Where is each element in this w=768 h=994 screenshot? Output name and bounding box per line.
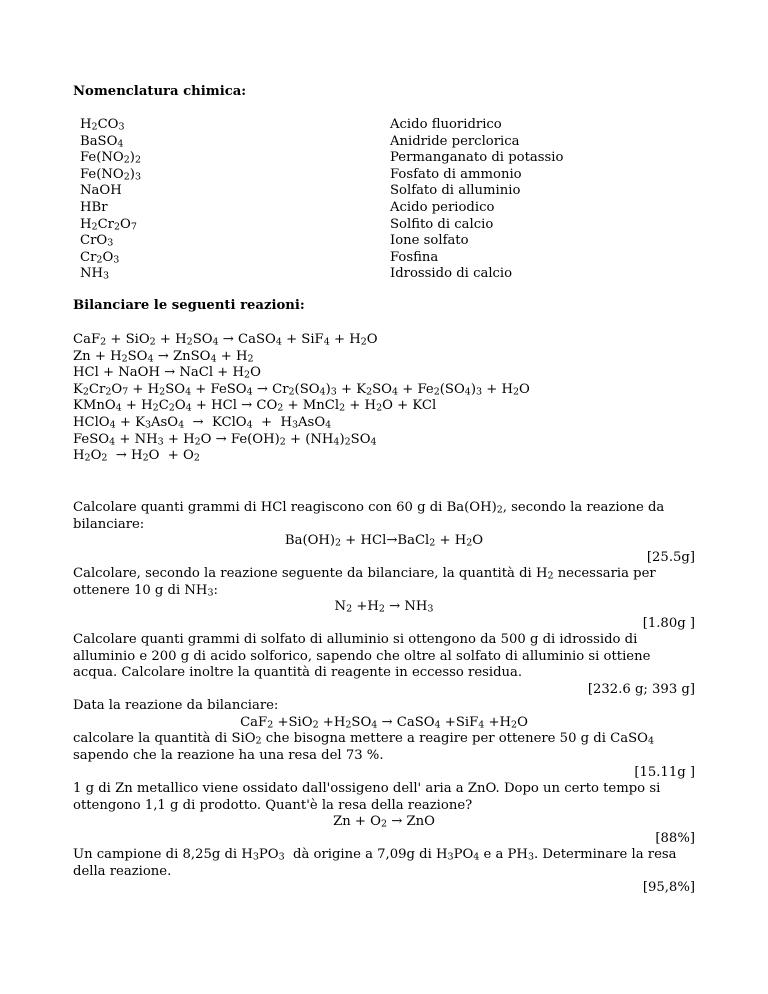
formula-item: NaOH <box>80 183 122 199</box>
reaction-item: HCl + NaOH → NaCl + $H_2O$ <box>73 365 261 381</box>
formula-list <box>80 117 141 283</box>
problem-2-equation: $N_2 +H_2 \to NH_3$ <box>334 599 434 615</box>
formula-item: BaSO$_4$ <box>80 133 124 150</box>
compound-name: Fosfina <box>390 249 439 265</box>
problem-3-text: Calcolare quanti grammi di solfato di alluminio si ottengono da 500 g di idrossido di alluminio e 200 g di acido solforico, sapendo che oltre al solfato di alluminio si ottiene acqua. Calcolare inoltre la quantità di reagente in eccesso residua. <box>73 632 651 680</box>
compound-name: Ione solfato <box>390 233 469 249</box>
problem-6-answer: [95,8%] <box>642 880 695 895</box>
formula-item: $Fe(NO_2)_3$ <box>80 166 141 183</box>
formula-item: CrO$_3$ <box>80 233 114 249</box>
problem-1-text: Calcolare quanti grammi di HCl reagiscono con 60 g di $Ba(OH)_2$, secondo la reazione da bilanciare: <box>73 500 665 532</box>
compound-name-list <box>390 117 563 283</box>
balance-heading: Bilanciare le seguenti reazioni: <box>73 298 305 313</box>
reaction-item: KMnO$_4$ + $H_2C_2O_4$ + HCl → $CO_2$ + MnCl$_2$ + $H_2O$ + KCl <box>73 398 437 414</box>
compound-name: Anidride perclorica <box>390 133 520 149</box>
formula-item: $Cr_2O_3$ <box>80 249 120 266</box>
formula-item: $Fe(NO_2)_2$ <box>80 150 141 166</box>
compound-name: Fosfato di ammonio <box>390 166 522 182</box>
compound-name: Permanganato di potassio <box>390 150 564 166</box>
compound-name: Acido periodico <box>390 199 495 215</box>
formula-item: $NH_3$ <box>80 266 110 282</box>
problem-4-intro: Data la reazione da bilanciare: <box>73 698 279 713</box>
problem-2-text: Calcolare, secondo la reazione seguente da bilanciare, la quantità di $H_2$ necessaria per ottenere 10 g di $NH_3$: <box>73 566 656 598</box>
compound-name: Solfato di alluminio <box>390 183 521 199</box>
reaction-item: HClO$_4$ + $K_3AsO_4$ → KClO$_4$ + $H_3AsO_4$ <box>73 414 332 431</box>
formula-item: HBr <box>80 199 108 215</box>
compound-name: Solfito di calcio <box>390 216 494 232</box>
problem-4-answer: [15.11g ] <box>634 765 695 780</box>
reaction-item: $H_2O_2 \to H_2O + O_2$ <box>73 448 200 464</box>
reaction-item: $K_2Cr_2O_7 + H_2SO_4$ + FeSO$_4$ → $Cr_2(SO_4)_3 + K_2SO_4 + Fe_2(SO_4)_3 + H_2O$ <box>73 381 530 398</box>
problem-4-text: calcolare la quantità di SiO$_2$ che bisogna mettere a reagire per ottenere 50 g di CaSO$_4$ sapendo che la reazione ha una resa del 73 %. <box>73 731 654 763</box>
formula-item: $H_2Cr_2O_7$ <box>80 216 137 232</box>
reaction-item: FeSO$_4$ + $NH_3 + H_2O \to Fe(OH)_2 + (NH_4)_2SO_4$ <box>73 431 377 447</box>
reaction-item: $CaF_2 + SiO_2 + H_2SO_4$ → CaSO$_4$ + $SiF_4 + H_2O$ <box>73 332 378 348</box>
problem-6-text: Un campione di 8,25g di $H_3PO_3$ dà origine a 7,09g di $H_3PO_4$ e a $PH_3$. Determinare la resa della reazione. <box>73 847 677 879</box>
compound-name: Idrossido di calcio <box>390 266 513 282</box>
reaction-list <box>73 332 530 465</box>
formula-item: $H_2CO_3$ <box>80 117 125 133</box>
problem-1-answer: [25.5g] <box>646 550 695 565</box>
compound-name: Acido fluoridrico <box>390 117 502 132</box>
problem-2-answer: [1.80g ] <box>642 616 695 631</box>
problem-5-equation: $Zn + O_2$ → ZnO <box>333 814 435 830</box>
nomenclature-heading: Nomenclatura chimica: <box>73 84 247 99</box>
problem-4-equation: $CaF_2 +SiO_2 +H_2SO_4$ → CaSO$_4$ $+SiF_4 +H_2O$ <box>240 715 528 731</box>
problem-1-equation: $Ba(OH)_2$ + HCl→BaCl$_2$ + $H_2O$ <box>284 533 484 549</box>
problem-5-text: 1 g di Zn metallico viene ossidato dall'ossigeno dell' aria a ZnO. Dopo un certo tempo si ottengono 1,1 g di prodotto. Quant'è la resa della reazione? <box>73 781 661 813</box>
reaction-item: $Zn + H_2SO_4$ → ZnSO$_4$ + $H_2$ <box>73 348 254 365</box>
problem-5-answer: [88%] <box>655 831 695 846</box>
problem-3-answer: [232.6 g; 393 g] <box>587 682 695 697</box>
